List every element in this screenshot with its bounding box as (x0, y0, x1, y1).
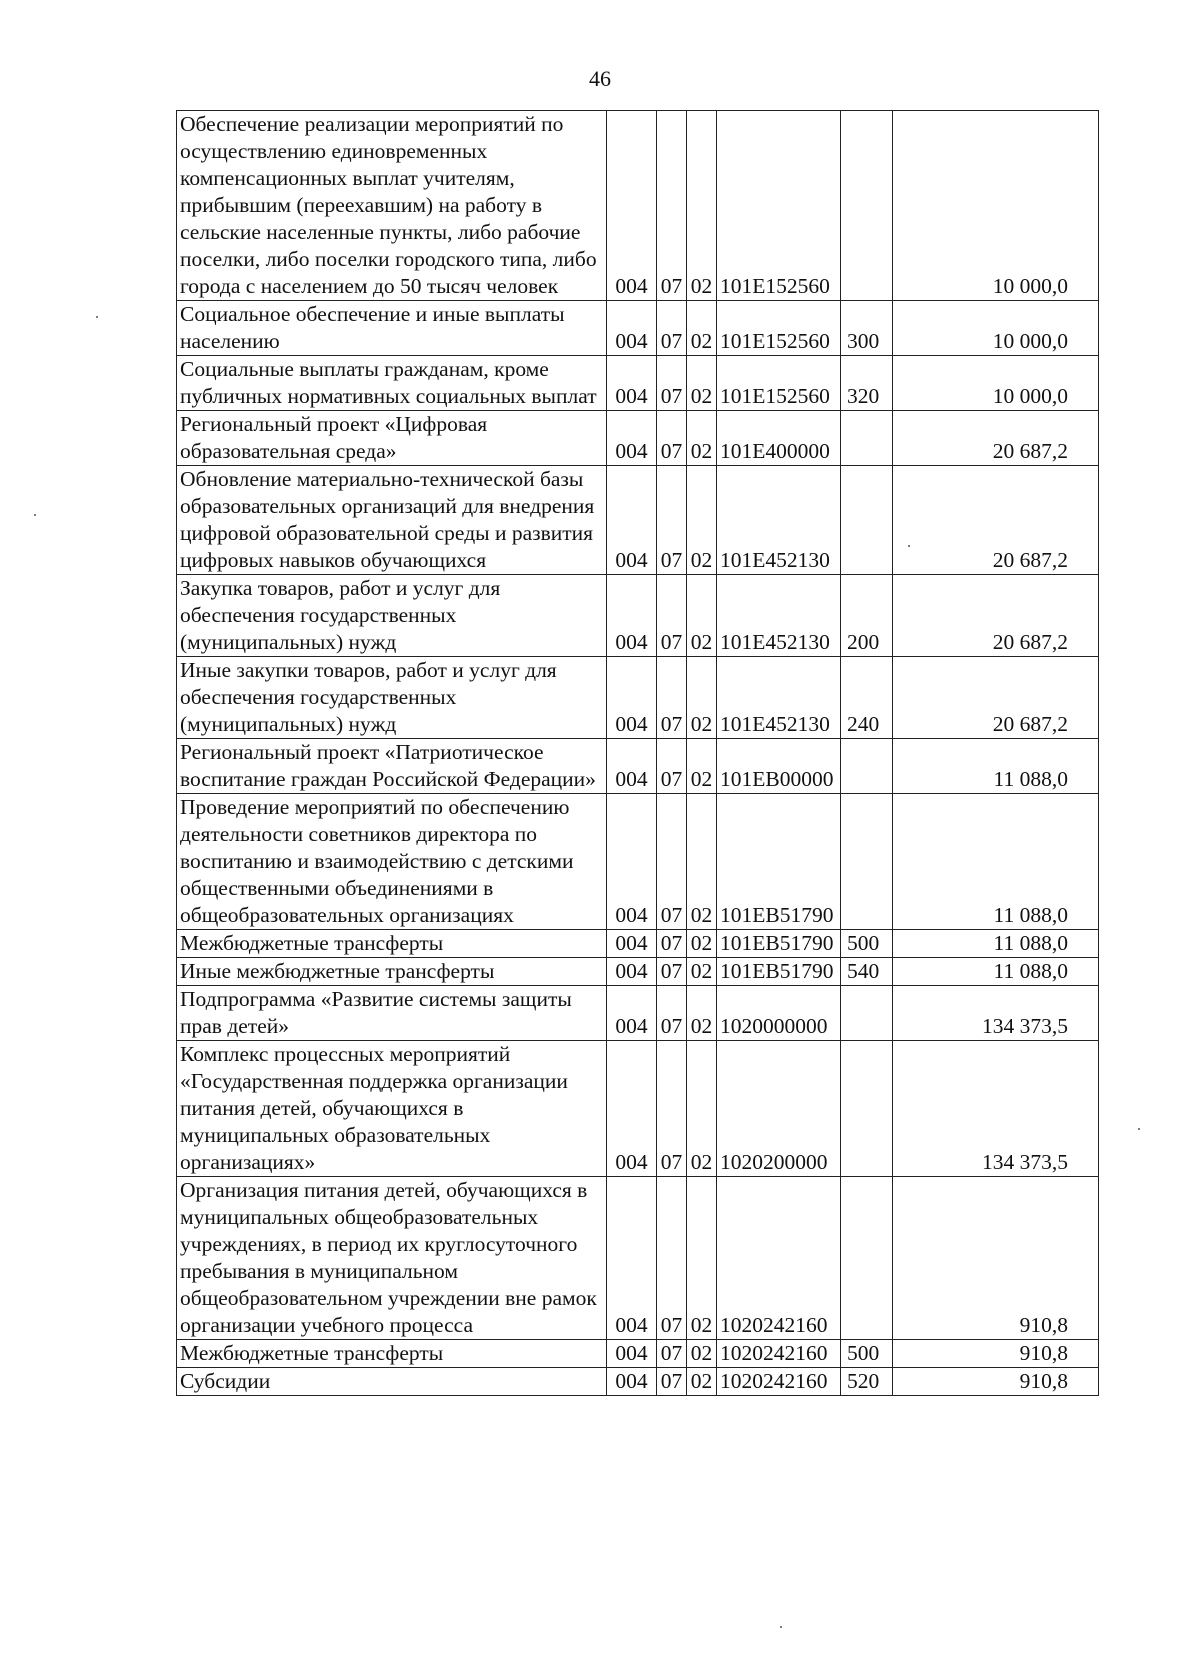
row-csr-cell: 1020242160 (717, 1340, 841, 1368)
row-rz-cell: 07 (657, 411, 687, 466)
row-sum-cell: 134 373,5 (893, 1041, 1099, 1177)
table-row (177, 301, 1099, 356)
row-name-cell: Региональный проект «Цифровая образовательная среда» (177, 411, 607, 466)
row-vr-cell (841, 411, 893, 466)
row-csr-cell: 101EB51790 (717, 958, 841, 986)
row-pr-cell: 02 (687, 739, 717, 794)
row-sum-cell: 910,8 (893, 1340, 1099, 1368)
row-name-cell: Обновление материально-технической базы образовательных организаций для внедрения цифровой образовательной среды и развития цифровых навыков обучающихся (177, 466, 607, 575)
row-name-cell: Организация питания детей, обучающихся в муниципальных общеобразовательных учреждениях, в период их круглосуточного пребывания в муниципальном общеобразовательном учреждении вне рамок организации учебного процесса (177, 1177, 607, 1340)
table-row (177, 466, 1099, 575)
row-gr-cell: 004 (607, 301, 657, 356)
row-vr-cell: 300 (841, 301, 893, 356)
row-sum-cell: 20 687,2 (893, 466, 1099, 575)
scan-speck (1138, 1128, 1140, 1130)
row-rz-cell: 07 (657, 575, 687, 657)
row-rz-cell: 07 (657, 986, 687, 1041)
table-row (177, 739, 1099, 794)
row-rz-cell: 07 (657, 356, 687, 411)
row-rz-cell: 07 (657, 111, 687, 301)
row-sum-cell: 11 088,0 (893, 930, 1099, 958)
row-name-cell: Межбюджетные трансферты (177, 930, 607, 958)
row-pr-cell: 02 (687, 1368, 717, 1396)
row-csr-cell: 101E452130 (717, 575, 841, 657)
row-name-cell: Социальное обеспечение и иные выплаты населению (177, 301, 607, 356)
row-name-cell: Региональный проект «Патриотическое воспитание граждан Российской Федерации» (177, 739, 607, 794)
row-csr-cell: 101E452130 (717, 657, 841, 739)
page-number: 46 (589, 66, 611, 91)
row-gr-cell: 004 (607, 739, 657, 794)
row-vr-cell (841, 739, 893, 794)
row-gr-cell: 004 (607, 986, 657, 1041)
row-gr-cell: 004 (607, 411, 657, 466)
row-vr-cell (841, 466, 893, 575)
row-pr-cell: 02 (687, 1340, 717, 1368)
row-csr-cell: 101EB00000 (717, 739, 841, 794)
row-name-cell: Обеспечение реализации мероприятий по осуществлению единовременных компенсационных выплат учителям, прибывшим (переехавшим) на работу в сельские населенные пункты, либо рабочие поселки, либо поселки городского типа, либо города с населением до 50 тысяч человек (177, 111, 607, 301)
row-csr-cell: 101EB51790 (717, 930, 841, 958)
row-name-cell: Закупка товаров, работ и услуг для обеспечения государственных (муниципальных) нужд (177, 575, 607, 657)
table-row (177, 575, 1099, 657)
row-csr-cell: 101E152560 (717, 356, 841, 411)
row-sum-cell: 11 088,0 (893, 794, 1099, 930)
row-sum-cell: 20 687,2 (893, 657, 1099, 739)
scan-speck (34, 514, 36, 516)
row-vr-cell (841, 986, 893, 1041)
row-pr-cell: 02 (687, 575, 717, 657)
row-pr-cell: 02 (687, 1177, 717, 1340)
row-csr-cell: 101E452130 (717, 466, 841, 575)
row-rz-cell: 07 (657, 1041, 687, 1177)
budget-table (176, 110, 1099, 1396)
row-csr-cell: 101E400000 (717, 411, 841, 466)
row-sum-cell: 10 000,0 (893, 301, 1099, 356)
row-pr-cell: 02 (687, 794, 717, 930)
table-row (177, 986, 1099, 1041)
row-vr-cell: 240 (841, 657, 893, 739)
row-rz-cell: 07 (657, 930, 687, 958)
row-gr-cell: 004 (607, 1340, 657, 1368)
row-csr-cell: 101E152560 (717, 301, 841, 356)
row-rz-cell: 07 (657, 1368, 687, 1396)
row-pr-cell: 02 (687, 958, 717, 986)
row-pr-cell: 02 (687, 411, 717, 466)
row-name-cell: Субсидии (177, 1368, 607, 1396)
row-vr-cell (841, 794, 893, 930)
table-row (177, 1340, 1099, 1368)
row-name-cell: Комплекс процессных мероприятий «Государственная поддержка организации питания детей, обучающихся в муниципальных образовательных организациях» (177, 1041, 607, 1177)
row-vr-cell: 320 (841, 356, 893, 411)
row-pr-cell: 02 (687, 1041, 717, 1177)
row-pr-cell: 02 (687, 356, 717, 411)
row-sum-cell: 20 687,2 (893, 411, 1099, 466)
row-name-cell: Подпрограмма «Развитие системы защиты прав детей» (177, 986, 607, 1041)
row-csr-cell: 101EB51790 (717, 794, 841, 930)
row-gr-cell: 004 (607, 111, 657, 301)
row-sum-cell: 134 373,5 (893, 986, 1099, 1041)
row-sum-cell: 10 000,0 (893, 111, 1099, 301)
row-rz-cell: 07 (657, 301, 687, 356)
row-csr-cell: 1020000000 (717, 986, 841, 1041)
row-rz-cell: 07 (657, 657, 687, 739)
row-gr-cell: 004 (607, 1177, 657, 1340)
row-csr-cell: 101E152560 (717, 111, 841, 301)
row-sum-cell: 10 000,0 (893, 356, 1099, 411)
row-vr-cell (841, 1041, 893, 1177)
table-row (177, 356, 1099, 411)
table-row (177, 111, 1099, 301)
table-row (177, 1041, 1099, 1177)
row-rz-cell: 07 (657, 958, 687, 986)
table-row (177, 794, 1099, 930)
row-gr-cell: 004 (607, 930, 657, 958)
scan-speck (908, 545, 910, 547)
row-pr-cell: 02 (687, 111, 717, 301)
row-sum-cell: 910,8 (893, 1177, 1099, 1340)
row-pr-cell: 02 (687, 986, 717, 1041)
row-vr-cell: 520 (841, 1368, 893, 1396)
row-csr-cell: 1020242160 (717, 1368, 841, 1396)
row-name-cell: Межбюджетные трансферты (177, 1340, 607, 1368)
row-vr-cell (841, 1177, 893, 1340)
row-vr-cell: 500 (841, 1340, 893, 1368)
row-name-cell: Иные закупки товаров, работ и услуг для обеспечения государственных (муниципальных) нужд (177, 657, 607, 739)
row-sum-cell: 910,8 (893, 1368, 1099, 1396)
row-rz-cell: 07 (657, 466, 687, 575)
row-rz-cell: 07 (657, 1340, 687, 1368)
row-gr-cell: 004 (607, 575, 657, 657)
row-sum-cell: 11 088,0 (893, 958, 1099, 986)
row-gr-cell: 004 (607, 356, 657, 411)
table-row (177, 1177, 1099, 1340)
row-rz-cell: 07 (657, 739, 687, 794)
row-vr-cell: 200 (841, 575, 893, 657)
row-gr-cell: 004 (607, 466, 657, 575)
row-csr-cell: 1020200000 (717, 1041, 841, 1177)
row-rz-cell: 07 (657, 794, 687, 930)
scan-speck (96, 316, 98, 318)
table-row (177, 958, 1099, 986)
row-gr-cell: 004 (607, 1368, 657, 1396)
table-row (177, 657, 1099, 739)
row-gr-cell: 004 (607, 958, 657, 986)
row-sum-cell: 20 687,2 (893, 575, 1099, 657)
row-vr-cell (841, 111, 893, 301)
row-vr-cell: 500 (841, 930, 893, 958)
row-csr-cell: 1020242160 (717, 1177, 841, 1340)
row-gr-cell: 004 (607, 1041, 657, 1177)
row-rz-cell: 07 (657, 1177, 687, 1340)
row-pr-cell: 02 (687, 930, 717, 958)
row-pr-cell: 02 (687, 657, 717, 739)
row-sum-cell: 11 088,0 (893, 739, 1099, 794)
scan-speck (780, 1626, 782, 1628)
row-vr-cell: 540 (841, 958, 893, 986)
row-pr-cell: 02 (687, 466, 717, 575)
table-row (177, 930, 1099, 958)
row-gr-cell: 004 (607, 794, 657, 930)
row-name-cell: Иные межбюджетные трансферты (177, 958, 607, 986)
row-gr-cell: 004 (607, 657, 657, 739)
row-name-cell: Проведение мероприятий по обеспечению деятельности советников директора по воспитанию и взаимодействию с детскими общественными объединениями в общеобразовательных организациях (177, 794, 607, 930)
row-name-cell: Социальные выплаты гражданам, кроме публичных нормативных социальных выплат (177, 356, 607, 411)
table-row (177, 1368, 1099, 1396)
table-row (177, 411, 1099, 466)
row-pr-cell: 02 (687, 301, 717, 356)
